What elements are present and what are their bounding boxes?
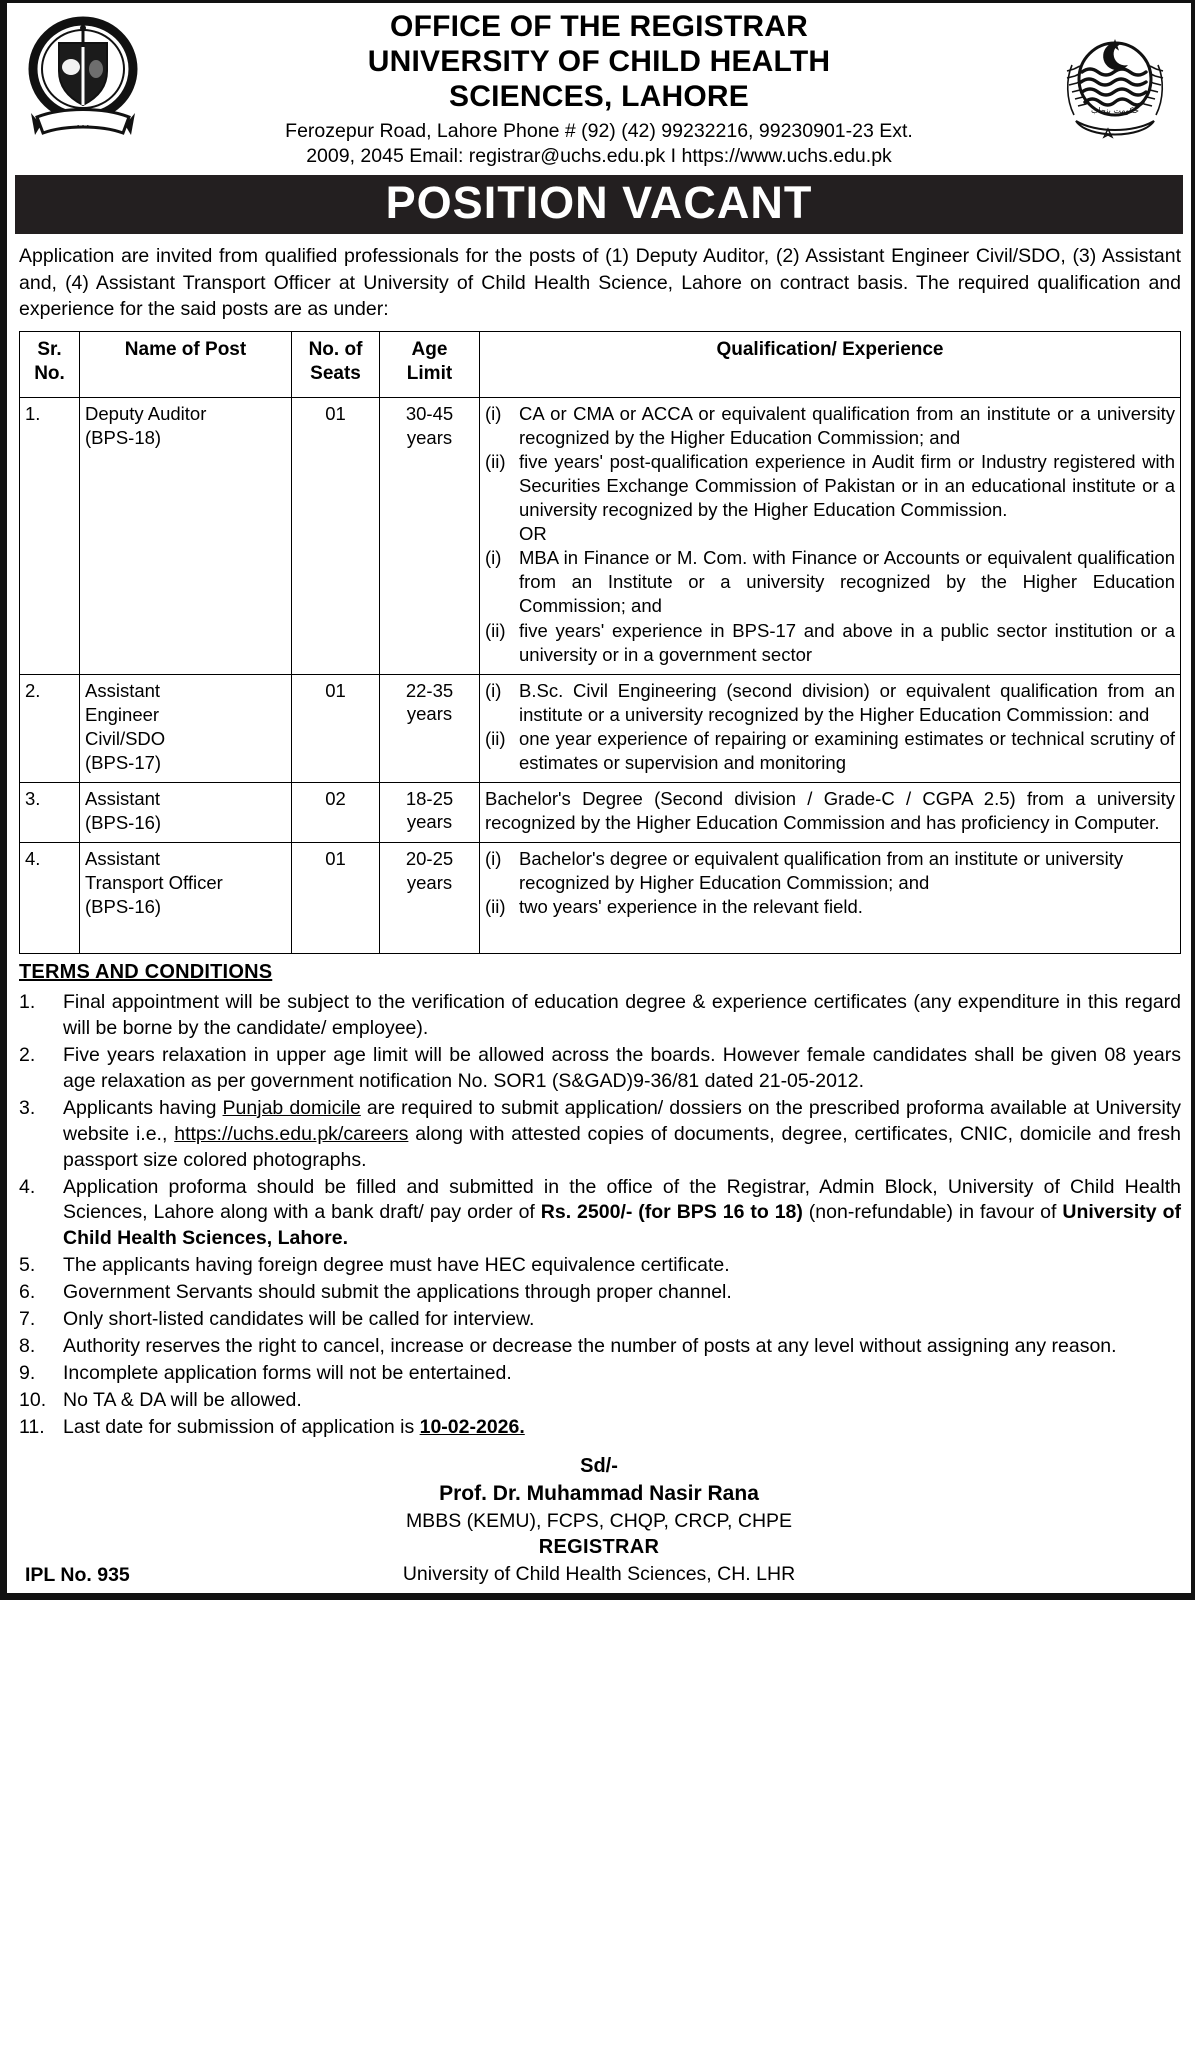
row4-post-line2: Transport Officer xyxy=(85,871,223,893)
table-row xyxy=(20,842,1181,953)
row2-post-line4: (BPS-17) xyxy=(85,751,162,773)
org-line-3: SCIENCES, LAHORE xyxy=(449,80,749,114)
term-item-7 xyxy=(19,1307,1181,1333)
intro-paragraph: Application are invited from qualified professionals for the posts of (1) Deputy Auditor, (2) Assistant Engineer Civil/SDO, (3) Assistant and, (4) Assistant Transport Officer at University of Child Health Science, Lahore on contract basis. The required qualification and experience for the said posts are as under: xyxy=(19,245,1181,321)
term-text xyxy=(63,1096,1181,1174)
term-number: 7. xyxy=(19,1308,36,1331)
qual-marker: (ii) xyxy=(485,451,506,473)
term-item-11 xyxy=(19,1415,1181,1441)
row3-qualification xyxy=(480,782,1181,842)
row3-age-line1: 18-25 xyxy=(405,787,454,809)
row3-age xyxy=(380,782,480,842)
row2-seats: 01 xyxy=(292,674,380,782)
term-item-5 xyxy=(19,1253,1181,1279)
qualification-item xyxy=(485,619,1175,667)
qual-marker: (i) xyxy=(485,547,502,569)
column-header-qualification: Qualification/ Experience xyxy=(480,331,1181,397)
qual-text: one year experience of repairing or examining estimates or technical scrutiny of estimates or supervision and monitoring xyxy=(519,727,1175,773)
term-item-9 xyxy=(19,1361,1181,1387)
qual-marker: (i) xyxy=(485,403,502,425)
row3-post-line1: Assistant xyxy=(85,787,161,809)
qual-text: B.Sc. Civil Engineering (second division) or equivalent qualification from an institute or a university recognized by the Higher Education Commission: and xyxy=(519,679,1175,725)
ipl-number: IPL No. 935 xyxy=(25,1563,130,1586)
row4-age-line1: 20-25 xyxy=(405,847,454,869)
position-vacant-banner: POSITION VACANT xyxy=(15,175,1183,234)
term-item-3 xyxy=(19,1096,1181,1174)
qualification-or-divider xyxy=(485,522,1175,546)
row2-post xyxy=(80,674,292,782)
government-of-punjab-emblem xyxy=(1056,17,1174,145)
uchs-crest-logo xyxy=(23,13,143,141)
term-item-10 xyxy=(19,1388,1181,1414)
table-row xyxy=(20,398,1181,675)
row4-age-line2: years xyxy=(406,871,453,893)
qualification-item xyxy=(485,546,1175,618)
table-row xyxy=(20,782,1181,842)
qual-text: OR xyxy=(519,523,547,545)
qualification-item xyxy=(485,450,1175,522)
term3-part-c: along with attested copies of documents, degree, certificates, CNIC, domicile and fresh passport size colored photographs. xyxy=(63,1122,1181,1171)
org-line-1: OFFICE OF THE REGISTRAR xyxy=(390,10,808,43)
term-number: 1. xyxy=(19,991,36,1014)
row1-age-line1: 30-45 xyxy=(405,403,454,425)
table-row xyxy=(20,674,1181,782)
seats-line1: No. of xyxy=(308,338,363,360)
term-number: 6. xyxy=(19,1281,36,1304)
row4-post-line1: Assistant xyxy=(85,847,161,869)
document-header xyxy=(7,3,1191,171)
terms-list xyxy=(19,990,1181,1441)
qual-marker: (ii) xyxy=(485,619,506,641)
term-text: Final appointment will be subject to the verification of education degree & experience certificates (any expenditure in this regard will be borne by the candidate/ employee). xyxy=(63,991,1181,1039)
row1-age-line2: years xyxy=(406,426,453,448)
term-text xyxy=(63,1415,1181,1441)
signature-lines xyxy=(7,1453,1191,1587)
signatory-degrees: MBBS (KEMU), FCPS, CHQP, CRCP, CHPE xyxy=(405,1509,793,1532)
signature-block xyxy=(7,1453,1191,1593)
row1-post xyxy=(80,398,292,675)
row2-sr: 2. xyxy=(20,674,80,782)
qualification-item xyxy=(485,847,1175,895)
qual-text: five years' experience in BPS-17 and above in a public sector institution or a university or in a government sector xyxy=(519,619,1175,665)
signatory-name: Prof. Dr. Muhammad Nasir Rana xyxy=(439,1481,759,1505)
signatory-role: REGISTRAR xyxy=(538,1535,660,1558)
payee-name-bold: University of Child Health Sciences, Lahore. xyxy=(63,1201,1181,1250)
qualification-item xyxy=(485,895,1175,919)
row3-post-line2: (BPS-16) xyxy=(85,811,162,833)
row2-age xyxy=(380,674,480,782)
row1-sr: 1. xyxy=(20,398,80,675)
term-item-4 xyxy=(19,1175,1181,1253)
term-number: 5. xyxy=(19,1254,36,1277)
row2-age-line1: 22-35 xyxy=(405,679,454,701)
qualification-item xyxy=(485,679,1175,727)
row2-age-line2: years xyxy=(406,703,453,725)
term-item-6 xyxy=(19,1280,1181,1306)
term3-part-a: Applicants having xyxy=(63,1096,223,1119)
term-number: 11. xyxy=(19,1415,45,1438)
row2-qualification-list xyxy=(485,679,1175,775)
fee-amount-bold: Rs. 2500/- (for BPS 16 to 18) xyxy=(540,1201,803,1224)
punjab-domicile-underlined: Punjab domicile xyxy=(222,1096,361,1119)
row1-qualification-list xyxy=(485,402,1175,667)
row2-post-line3: Civil/SDO xyxy=(85,727,166,749)
contact-line-2: 2009, 2045 Email: registrar@uchs.edu.pk I https://www.uchs.edu.pk xyxy=(306,145,892,168)
term-text: Only short-listed candidates will be called for interview. xyxy=(63,1308,535,1331)
contact-line-1: Ferozepur Road, Lahore Phone # (92) (42) 99232216, 99230901-23 Ext. xyxy=(285,120,913,143)
term-number: 8. xyxy=(19,1335,36,1358)
column-header-name-of-post: Name of Post xyxy=(80,331,292,397)
term11-part-a: Last date for submission of application is xyxy=(63,1415,420,1438)
term-number: 4. xyxy=(19,1175,36,1198)
term-number: 2. xyxy=(19,1043,36,1066)
term-text: The applicants having foreign degree must have HEC equivalence certificate. xyxy=(63,1254,730,1277)
term-text: Incomplete application forms will not be entertained. xyxy=(63,1361,512,1384)
uchs-crest-logo-container xyxy=(13,7,153,141)
qual-text: two years' experience in the relevant field. xyxy=(519,896,863,917)
qual-text: CA or CMA or ACCA or equivalent qualification from an institute or a university recognized by the Higher Education Commission; and xyxy=(519,403,1175,449)
row3-age-line2: years xyxy=(406,811,453,833)
qual-marker: (i) xyxy=(485,679,502,701)
qualification-item xyxy=(485,727,1175,775)
term4-part-b: (non-refundable) in favour of xyxy=(802,1201,1063,1224)
term-text: Authority reserves the right to cancel, increase or decrease the number of posts at any level without assigning any reason. xyxy=(63,1335,1117,1358)
term-text xyxy=(63,1175,1181,1253)
term-text: No TA & DA will be allowed. xyxy=(63,1388,302,1411)
row3-seats: 02 xyxy=(292,782,380,842)
term4-part-a: Application proforma should be filled and submitted in the office of the Registrar, Admin Block, University of Child Health Sciences, Lahore along with a bank draft/ pay order of xyxy=(63,1175,1181,1224)
row4-qualification-list xyxy=(485,847,1175,919)
row1-post-line2: (BPS-18) xyxy=(85,427,162,449)
row4-seats: 01 xyxy=(292,842,380,953)
row2-post-line1: Assistant xyxy=(85,679,161,701)
qual-marker: (i) xyxy=(485,847,502,869)
qual-text: MBA in Finance or M. Com. with Finance or Accounts or equivalent qualification from an Institute or a university recognized by the Higher Education Commission; and xyxy=(519,547,1175,617)
row1-post-line1: Deputy Auditor xyxy=(85,403,207,425)
svg-text:• • •: • • • xyxy=(76,122,90,131)
sr-no-line2: No. xyxy=(34,363,65,385)
qualification-item xyxy=(485,402,1175,450)
age-line2: Limit xyxy=(406,363,453,385)
row4-age xyxy=(380,842,480,953)
row1-age xyxy=(380,398,480,675)
row3-qualification-text: Bachelor's Degree (Second division / Grade-C / CGPA 2.5) from a university recognized by the Higher Education Commission and has proficiency in Computer. xyxy=(485,787,1175,833)
term-text: Five years relaxation in upper age limit will be allowed across the boards. However female candidates shall be given 08 years age relaxation as per government notification No. SOR1 (S&GAD)9-36/81 dated 21-05-2012. xyxy=(63,1043,1181,1092)
column-header-no-of-seats xyxy=(292,331,380,397)
table-header-row xyxy=(20,331,1181,397)
qual-text: five years' post-qualification experience in Audit firm or Industry registered with Securities Exchange Commission of Pakistan or in an educational institute or a university recognized by the Higher Education Commission. xyxy=(519,451,1175,521)
row1-seats: 01 xyxy=(292,398,380,675)
row2-post-line2: Engineer xyxy=(85,703,160,725)
row4-post xyxy=(80,842,292,953)
signed-marker: Sd/- xyxy=(580,1454,618,1477)
last-date-value: 10-02-2026. xyxy=(419,1415,525,1438)
qual-text: Bachelor's degree or equivalent qualification from an institute or university recognized by Higher Education Commission; and xyxy=(519,847,1124,893)
header-text-block xyxy=(153,7,1045,169)
term-number: 3. xyxy=(19,1096,36,1119)
row3-sr: 3. xyxy=(20,782,80,842)
row4-sr: 4. xyxy=(20,842,80,953)
row1-qualification xyxy=(480,398,1181,675)
terms-and-conditions-heading: TERMS AND CONDITIONS xyxy=(19,961,273,984)
row4-post-line3: (BPS-16) xyxy=(85,896,162,917)
term-number: 9. xyxy=(19,1361,36,1384)
term3-part-b: are required to submit application/ dossiers on the prescribed proforma available at University website i.e., xyxy=(63,1096,1181,1145)
column-header-sr-no xyxy=(20,331,80,397)
term-item-2 xyxy=(19,1043,1181,1095)
sr-no-line1: Sr. xyxy=(37,338,62,360)
age-line1: Age xyxy=(411,338,448,360)
qual-marker: (ii) xyxy=(485,727,506,749)
term-item-8 xyxy=(19,1334,1181,1360)
row4-qualification xyxy=(480,842,1181,953)
svg-text:حکومت پنجاب: حکومت پنجاب xyxy=(1091,106,1139,115)
org-line-2: UNIVERSITY OF CHILD HEALTH xyxy=(367,45,831,79)
row3-post xyxy=(80,782,292,842)
term-item-1 xyxy=(19,990,1181,1042)
seats-line2: Seats xyxy=(310,363,361,385)
column-header-age-limit xyxy=(380,331,480,397)
signatory-institution: University of Child Health Sciences, CH. LHR xyxy=(402,1562,796,1585)
posts-table xyxy=(19,331,1181,954)
term-text: Government Servants should submit the applications through proper channel. xyxy=(63,1281,732,1304)
term-number: 10. xyxy=(19,1388,47,1411)
qual-marker: (ii) xyxy=(485,896,506,917)
careers-url-link[interactable]: https://uchs.edu.pk/careers xyxy=(174,1122,409,1145)
punjab-emblem-container xyxy=(1045,7,1185,145)
row2-qualification xyxy=(480,674,1181,782)
